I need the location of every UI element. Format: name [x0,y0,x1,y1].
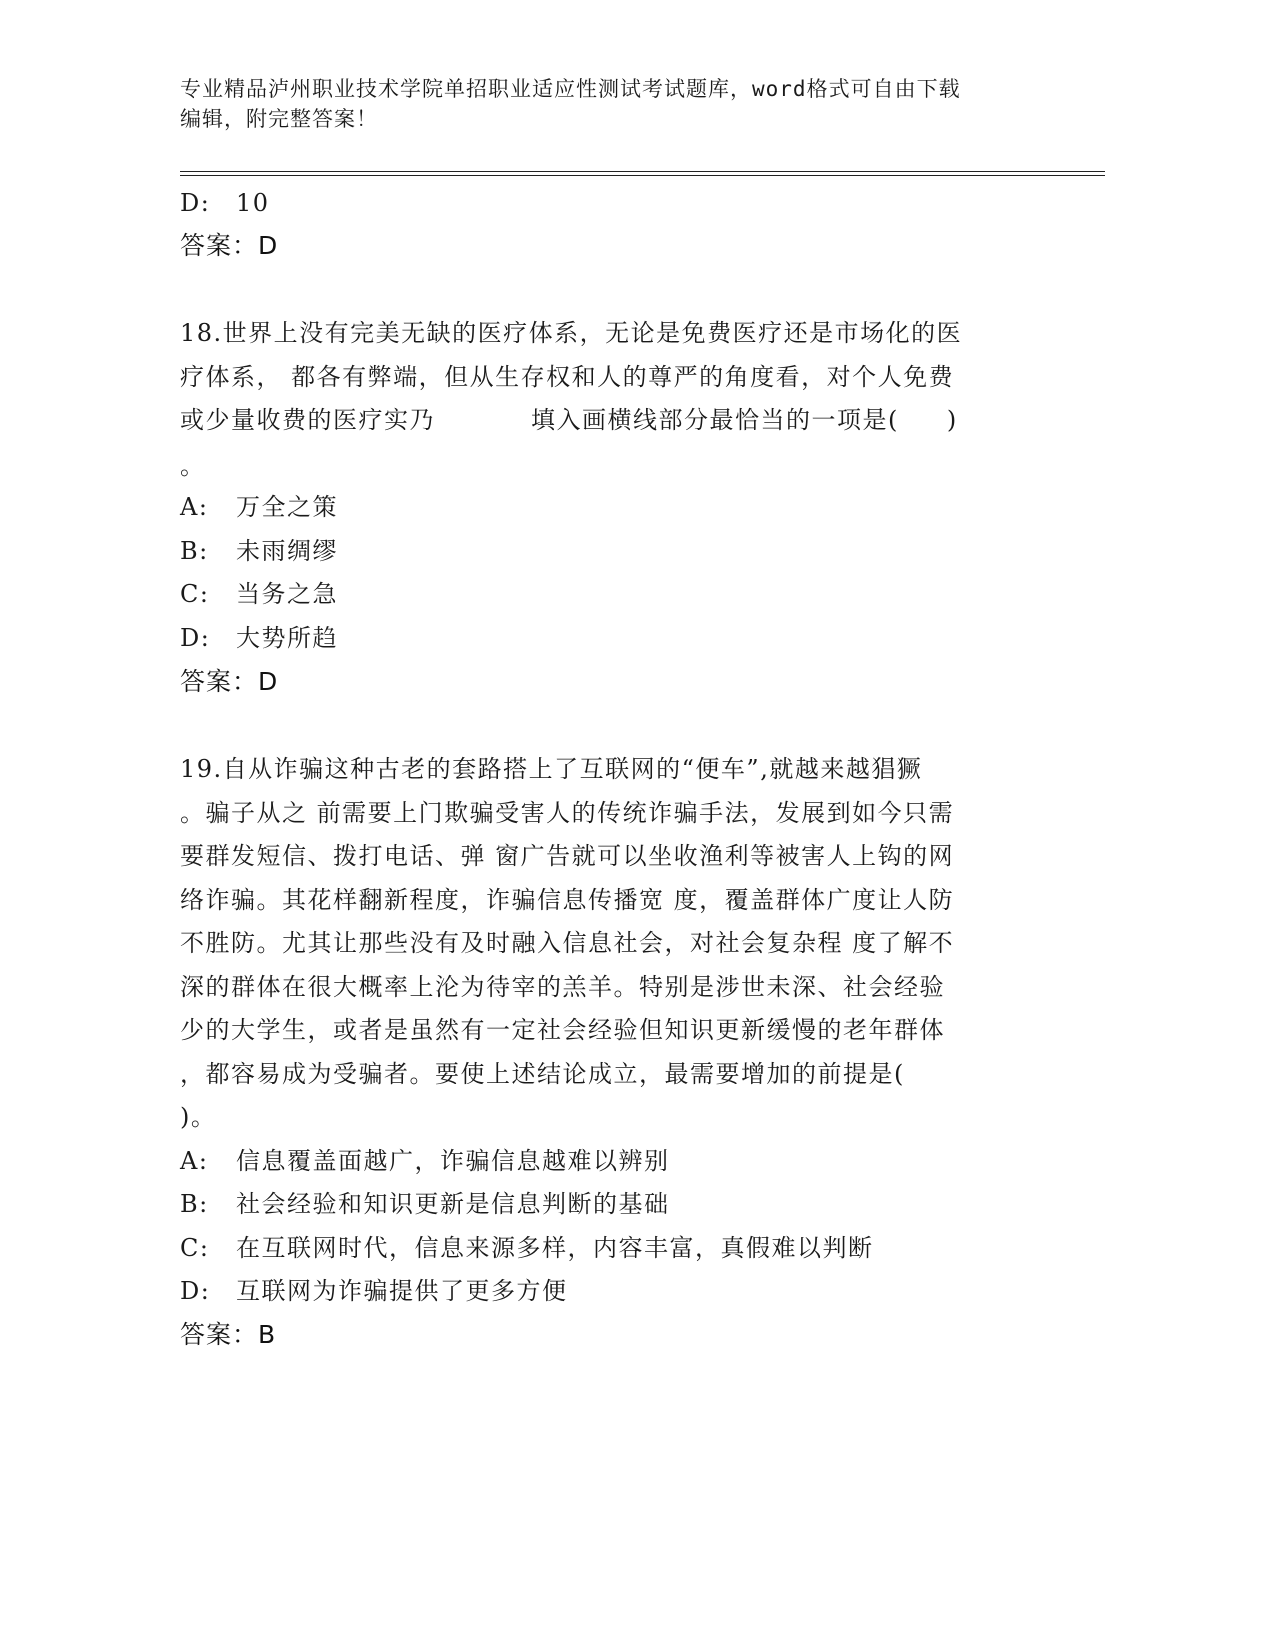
q18-stem-segment: 或少量收费的医疗实乃 [180,406,435,434]
q18-stem-line: 。 [180,452,206,480]
option-letter: C: [180,1234,210,1262]
option-text: 社会经验和知识更新是信息判断的基础 [236,1190,670,1218]
q18-stem-line [180,405,958,435]
q19-stem-line: 。骗子从之 前需要上门欺骗受害人的传统诈骗手法，发展到如今只需 [180,799,955,827]
q19-stem-line: 不胜防。尤其让那些没有及时融入信息社会，对社会复杂程 度了解不 [180,929,955,957]
page-header [180,74,1040,134]
option-letter: A: [180,1147,209,1175]
option-text: 当务之急 [236,580,338,608]
q19-stem-line: 络诈骗。其花样翻新程度，诈骗信息传播宽 度，覆盖群体广度让人防 [180,886,955,914]
option-letter: C: [180,580,210,608]
q19-option-a [180,1146,670,1176]
q18-option-b [180,536,338,566]
header-line-2: 编辑，附完整答案！ [180,107,378,131]
q19-option-d [180,1276,568,1306]
q19-option-b [180,1189,670,1219]
q18-stem-line: 18.世界上没有完美无缺的医疗体系，无论是免费医疗还是市场化的医 [180,319,963,347]
option-letter: D: [180,1277,211,1305]
option-letter: D: [180,189,211,217]
q19-stem-line: 要群发短信、拨打电话、弹 窗广告就可以坐收渔利等被害人上钩的网 [180,842,955,870]
q19-option-c [180,1233,874,1263]
q18-answer: 答案：D [180,667,279,696]
option-text: 信息覆盖面越广，诈骗信息越难以辨别 [236,1147,670,1175]
q18-option-d [180,623,338,653]
header-divider-top [180,171,1105,172]
option-text: 未雨绸缪 [236,537,338,565]
q19-stem-line: 深的群体在很大概率上沦为待宰的羔羊。特别是涉世未深、社会经验 [180,973,945,1001]
header-line-1: 专业精品泸州职业技术学院单招职业适应性测试考试题库，word格式可自由下载 [180,77,961,101]
q17-option-d [180,188,270,218]
q18-stem-line: 疗体系， 都各有弊端，但从生存权和人的尊严的角度看，对个人免费 [180,363,955,391]
option-letter: B: [180,1190,209,1218]
option-text: 互联网为诈骗提供了更多方便 [236,1277,568,1305]
option-text: 在互联网时代，信息来源多样，内容丰富，真假难以判断 [236,1234,874,1262]
q19-stem-line: 19.自从诈骗这种古老的套路搭上了互联网的“便车”,就越来越猖獗 [180,755,923,783]
option-text: 大势所趋 [236,624,338,652]
option-letter: A: [180,493,209,521]
q17-answer: 答案：D [180,231,279,260]
q18-option-a [180,492,338,522]
q18-stem-text [180,406,958,434]
q19-stem-line: )。 [180,1103,217,1131]
q19-answer: 答案：B [180,1320,277,1349]
q18-stem-part [180,406,958,434]
q19-stem-line: ，都容易成为受骗者。要使上述结论成立，最需要增加的前提是( [180,1060,905,1088]
option-letter: D: [180,624,211,652]
q19-stem-line: 少的大学生，或者是虽然有一定社会经验但知识更新缓慢的老年群体 [180,1016,945,1044]
q18-stem-segment: ) [946,406,958,434]
option-letter: B: [180,537,209,565]
header-divider-bottom [180,175,1105,176]
q18-option-c [180,579,338,609]
option-text: 万全之策 [236,493,338,521]
q18-stem-segment: 填入画横线部分最恰当的一项是( [531,406,899,434]
option-text: 10 [236,189,270,217]
